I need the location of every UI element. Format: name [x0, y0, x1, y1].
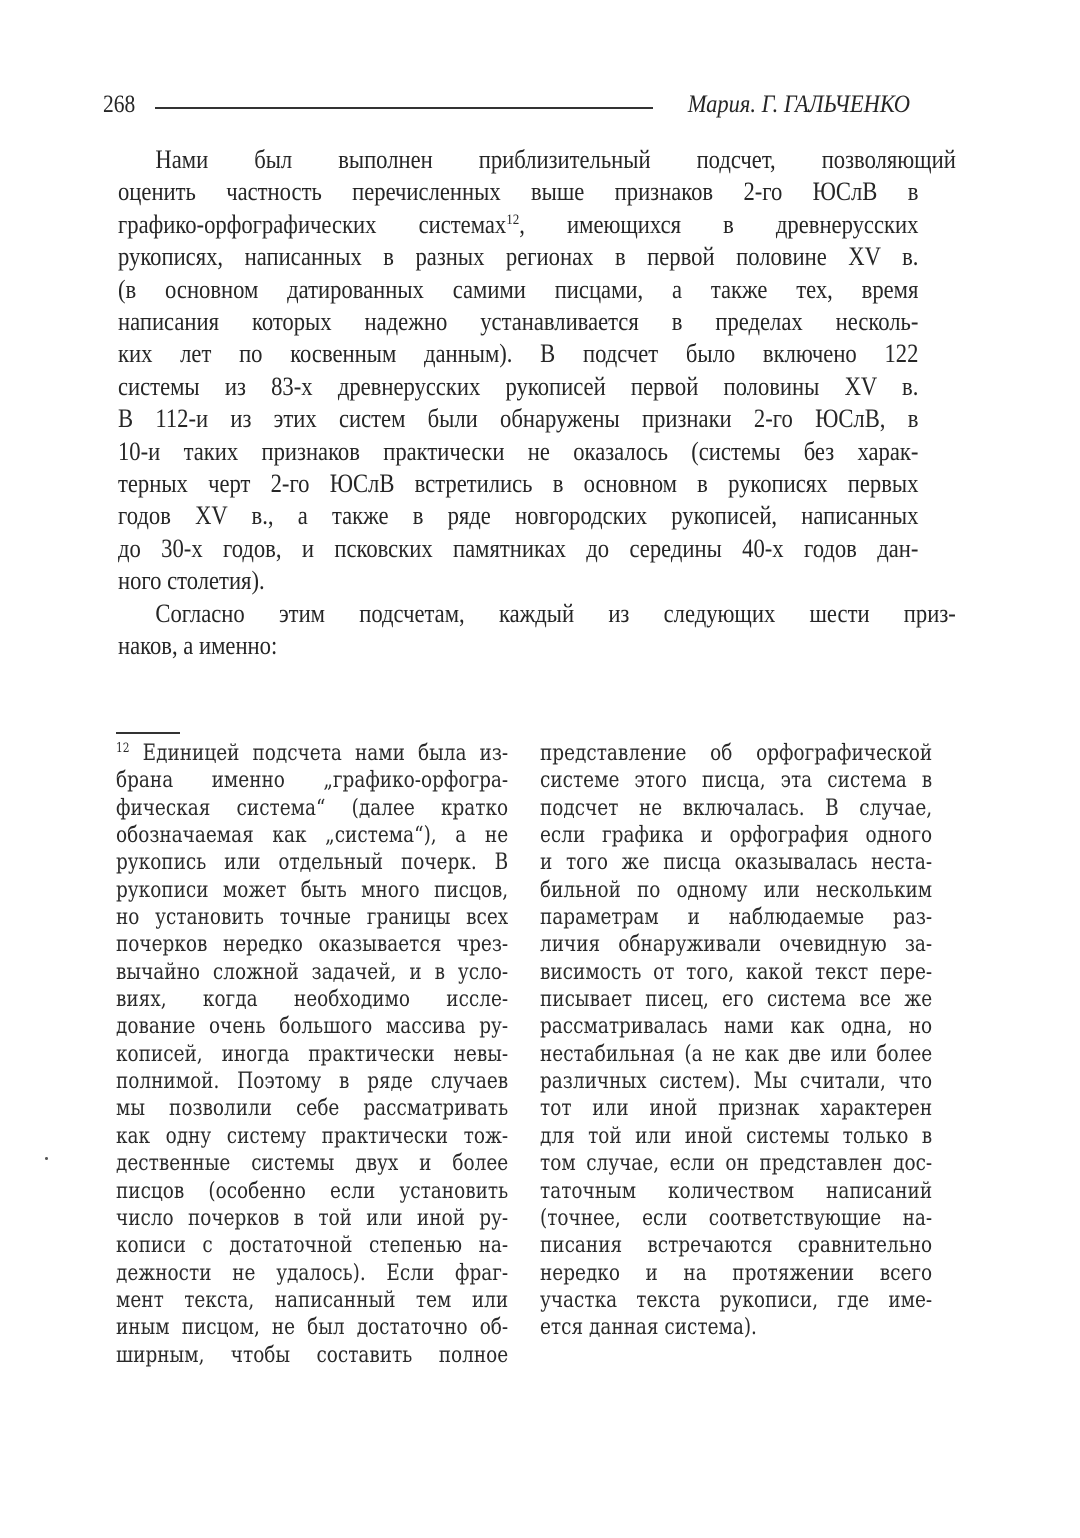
footnote-line: рукопись или отдельный почерк. В	[116, 849, 509, 876]
text-line: годов XV в., а также в ряде новгородских рукописей, написанных	[118, 501, 919, 531]
footnote-text: Единицей подсчета нами была из-	[142, 740, 509, 766]
footnote-line: дование очень большого массива ру-	[116, 1013, 509, 1040]
footnote-line: рукописи может быть много писцов,	[116, 876, 509, 903]
header-rule	[155, 107, 653, 109]
footnote-line: участка текста рукописи, где име-	[540, 1286, 933, 1313]
footnote-line: писания встречаются сравнительно	[540, 1232, 933, 1259]
footnote-line: обозначаемая как „система“), а не	[116, 822, 509, 849]
footnote-line: том случае, если он представлен дос-	[540, 1150, 933, 1177]
text-line: Согласно этим подсчетам, каждый из следующих шести приз-	[155, 598, 956, 628]
footnote-line: как одну систему практически тож-	[116, 1122, 509, 1149]
footnote-line: дежности не удалось). Если фраг-	[116, 1259, 509, 1286]
footnote-line: писывает писец, его система все же	[540, 986, 933, 1013]
text-line: системы из 83-х древнерусских рукописей первой половины XV в.	[118, 371, 919, 401]
text-line: (в основном датированных самими писцами, а также тех, время	[118, 274, 919, 304]
text-line: В 112-и из этих систем были обнаружены признаки 2-го ЮСлВ, в	[118, 404, 919, 434]
page-number: 268	[103, 91, 136, 118]
footnote-line: висимость от того, какой текст пере-	[540, 958, 933, 985]
footnote-line: виях, когда необходимо иссле-	[116, 986, 509, 1013]
text-line: ких лет по косвенным данным). В подсчет было включено 122	[118, 339, 919, 369]
text-line: Нами был выполнен приблизительный подсчет, позволяющий	[155, 145, 956, 174]
footnote-line: иным писцом, не был достаточно об-	[116, 1314, 509, 1341]
running-head-author: Мария. Г. ГАЛЬЧЕНКО	[687, 91, 910, 118]
footnote-line: тот или иной признак характерен	[540, 1095, 933, 1122]
footnote-number: 12	[116, 741, 130, 756]
footnote-line: почерков нередко оказывается чрез-	[116, 931, 509, 958]
footnote-line: нередко и на протяжении всего	[540, 1259, 933, 1286]
footnote-line: мент текста, написанный тем или	[116, 1286, 509, 1313]
text-line: 10-и таких признаков практически не оказалось (системы без харак-	[118, 436, 919, 466]
footnote-line: число почерков в той или иной ру-	[116, 1204, 509, 1231]
footnote-line: но установить точные границы всех	[116, 904, 509, 931]
footnote-line: (точнее, если соответствующие на-	[540, 1204, 933, 1231]
footnote-line: дественные системы двух и более	[116, 1150, 509, 1177]
footnote-reference[interactable]: 12	[506, 211, 520, 228]
footnote-line: системе этого писца, эта система в	[540, 767, 933, 794]
footnote-line: нестабильная (а не как две или более	[540, 1040, 933, 1067]
footnote-line: таточным количеством написаний	[540, 1177, 933, 1204]
text-line: наков, а именно:	[118, 631, 278, 661]
text-line: написания которых надежно устанавливается в пределах несколь-	[118, 307, 919, 337]
footnote-line: различных систем). Мы считали, что	[540, 1068, 933, 1095]
footnote-line: кописей, иногда практически невы-	[116, 1040, 509, 1067]
text-line: рукописях, написанных в разных регионах в первой половине XV в.	[118, 242, 919, 272]
footnote-right-column	[540, 740, 932, 1342]
footnote-line: представление об орфографической	[540, 740, 933, 766]
text-line: оценить частность перечисленных выше признаков 2-го ЮСлВ в	[118, 177, 919, 207]
footnote-separator	[116, 732, 180, 734]
footnote-line	[116, 740, 508, 767]
footnote-line: ется данная система).	[540, 1314, 757, 1341]
footnote-line: фическая система“ (далее кратко	[116, 794, 509, 821]
footnote-line: подсчет не включалась. В случае,	[540, 794, 933, 821]
scan-speck	[45, 1157, 48, 1160]
main-text	[118, 144, 956, 663]
footnote-line: вычайно сложной задачей, и в усло-	[116, 958, 509, 985]
footnote-line: полнимой. Поэтому в ряде случаев	[116, 1068, 509, 1095]
text-fragment: , имеющихся в древнерусских	[519, 209, 919, 239]
footnote-line: рассматривалась нами как одна, но	[540, 1013, 933, 1040]
footnote-line: брана именно „графико-орфогра-	[116, 767, 509, 794]
running-head	[103, 88, 910, 122]
footnote-line: если графика и орфография одного	[540, 822, 933, 849]
footnote-left-column	[116, 740, 508, 1369]
footnote-line: для той или иной системы только в	[540, 1122, 933, 1149]
text-line	[118, 209, 918, 241]
text-fragment: графико-орфографических системах	[118, 209, 507, 239]
footnote-line: ширным, чтобы составить полное	[116, 1341, 509, 1368]
footnote-line: мы позволили себе рассматривать	[116, 1095, 509, 1122]
text-line: ного столетия).	[118, 566, 265, 596]
footnote-line: кописи с достаточной степенью на-	[116, 1232, 509, 1259]
footnote-line: и того же писца оказывалась неста-	[540, 849, 933, 876]
text-line: до 30-х годов, и псковских памятниках до середины 40-х годов дан-	[118, 533, 919, 563]
text-line: терных черт 2-го ЮСлВ встретились в основном в рукописях первых	[118, 469, 919, 499]
footnote-line: бильной по одному или нескольким	[540, 876, 933, 903]
footnote-line: параметрам и наблюдаемые раз-	[540, 904, 933, 931]
footnote-line: личия обнаруживали очевидную за-	[540, 931, 933, 958]
footnote-line: писцов (особенно если установить	[116, 1177, 509, 1204]
